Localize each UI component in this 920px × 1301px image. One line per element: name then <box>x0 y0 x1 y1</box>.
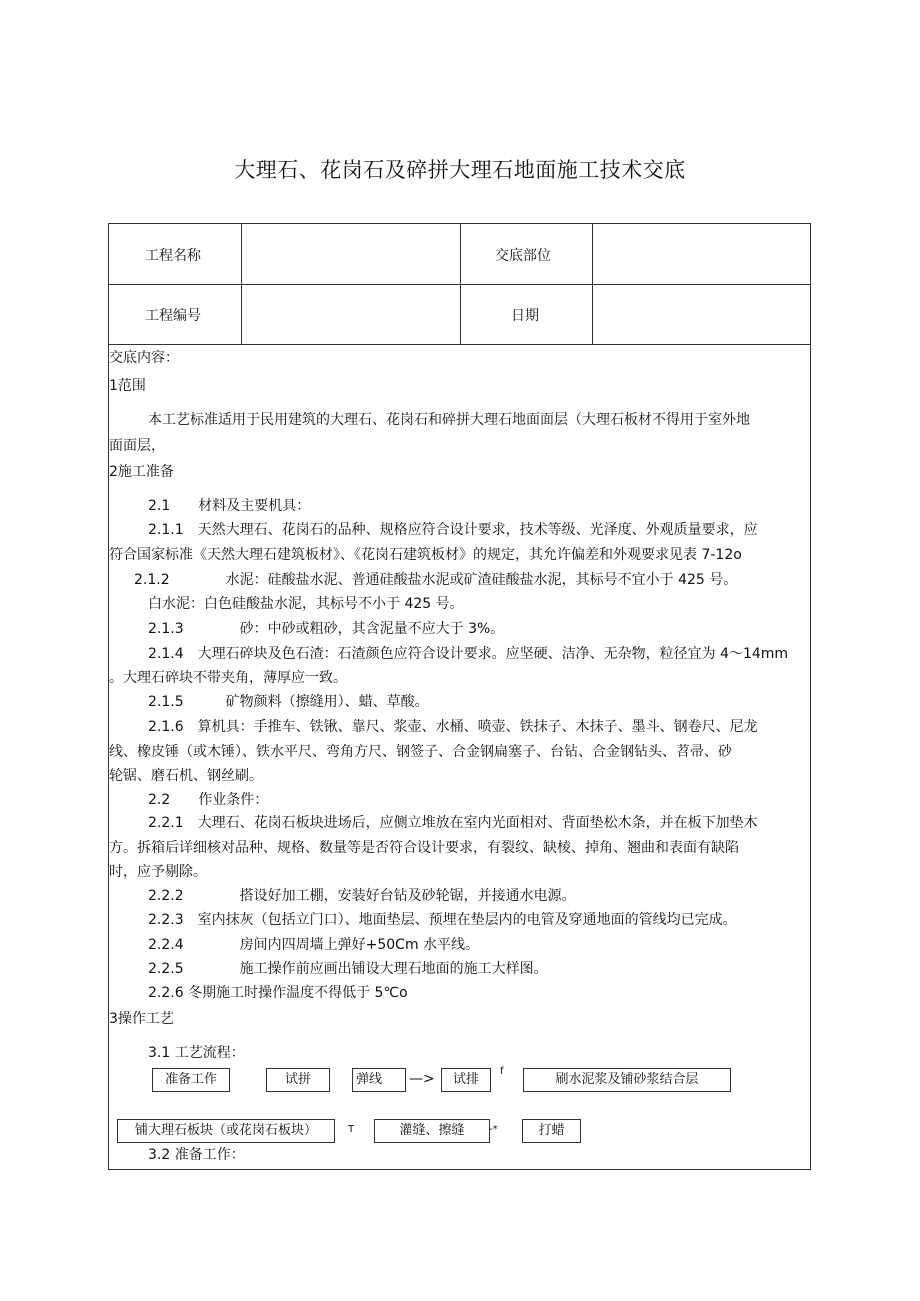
paragraph-line: 2.1.1 天然大理石、花岗石的品种、规格应符合设计要求，技术等级、光泽度、外观质量要求，应 <box>148 522 758 538</box>
paragraph-line: 2.1.4 大理石碎块及色石渣：石渣颜色应符合设计要求。应坚硬、洁净、无杂物，粒径宜为 4～14mm <box>148 646 789 662</box>
paragraph-line: 2.2.4 房间内四周墙上弹好+50Cm 水平线。 <box>148 937 480 953</box>
paragraph-line: 2.2.5 施工操作前应画出铺设大理石地面的施工大样图。 <box>148 961 548 977</box>
paragraph-line: 轮锯、磨石机、钢丝刷。 <box>109 768 263 784</box>
section-2-heading: 2施工准备 <box>109 464 174 480</box>
flow-arrow: —> <box>409 1071 435 1087</box>
flow-mark: f <box>500 1066 504 1077</box>
paragraph-line: 面面层， <box>109 438 165 454</box>
flow-mark: -* <box>489 1124 498 1135</box>
grid-line <box>109 344 810 345</box>
paragraph-line: 方。拆箱后详细核对品种、规格、数量等是否符合设计要求，有裂纹、缺棱、掉角、翘曲和表面有缺陷 <box>109 840 739 856</box>
paragraph-line: 3.1 工艺流程： <box>148 1045 245 1061</box>
paragraph-line: 2.1.5 矿物颜料（擦缝用）、蜡、草酸。 <box>148 694 429 710</box>
paragraph-line: 2.2.3 室内抹灰（包括立门口）、地面垫层、预埋在垫层内的电管及穿通地面的管线均已完成。 <box>148 912 737 928</box>
document-title: 大理石、花岗石及碎拼大理石地面施工技术交底 <box>234 158 686 182</box>
project-no-label: 工程编号 <box>145 308 201 324</box>
grid-line <box>241 224 242 344</box>
flow-step-lay-slabs: 铺大理石板块（或花岗石板块） <box>117 1119 335 1143</box>
section-3-heading: 3操作工艺 <box>109 1011 174 1027</box>
flow-step-grout-joints: 灌缝、擦缝 <box>374 1119 490 1143</box>
content-heading: 交底内容： <box>109 350 179 366</box>
paragraph-line: 白水泥：白色硅酸盐水泥，其标号不小于 425 号。 <box>148 596 464 612</box>
paragraph-line: 3.2 准备工作： <box>148 1147 245 1163</box>
grid-line <box>460 224 461 344</box>
paragraph-line: 2.1.3 砂：中砂或粗砂，其含泥量不应大于 3%。 <box>148 621 505 637</box>
flow-step-bonding-layer: 刷水泥浆及铺砂浆结合层 <box>523 1068 731 1092</box>
flow-step-prepare: 准备工作 <box>152 1068 230 1092</box>
section-1-heading: 1范围 <box>109 378 146 394</box>
flow-step-trial-fit: 试拼 <box>266 1068 330 1092</box>
paragraph-line: 。大理石碎块不带夹角，薄厚应一致。 <box>109 670 347 686</box>
project-name-label: 工程名称 <box>145 248 201 264</box>
paragraph-line: 2.2.2 搭设好加工棚，安装好台钻及砂轮锯，并接通水电源。 <box>148 888 576 904</box>
paragraph-line: 本工艺标准适用于民用建筑的大理石、花岗石和碎拼大理石地面面层（大理石板材不得用于室外地 <box>148 412 750 428</box>
paragraph-line: 2.1.2 水泥：硅酸盐水泥、普通硅酸盐水泥或矿渣硅酸盐水泥，其标号不宜小于 425 号。 <box>134 572 738 588</box>
paragraph-line: 2.1 材料及主要机具： <box>148 498 311 514</box>
flow-mark: T <box>348 1124 355 1135</box>
section-label: 交底部位 <box>495 248 551 264</box>
paragraph-line: 2.2 作业条件： <box>148 792 269 808</box>
date-label: 日期 <box>511 308 539 324</box>
paragraph-line: 2.2.1 大理石、花岗石板块进场后，应侧立堆放在室内光面相对、背面垫松木条，并在板下加垫木 <box>148 815 758 831</box>
paragraph-line: 时，应予剔除。 <box>109 864 207 880</box>
paragraph-line: 2.2.6 冬期施工时操作温度不得低于 5℃o <box>148 985 408 1001</box>
paragraph-line: 2.1.6 算机具：手推车、铁锹、靠尺、浆壶、水桶、喷壶、铁抹子、木抹子、墨斗、钢卷尺、尼龙 <box>148 719 758 735</box>
flow-step-trial-layout: 试排 <box>441 1068 491 1092</box>
grid-line <box>592 224 593 344</box>
flow-step-wax: 打蜡 <box>522 1119 581 1143</box>
paragraph-line: 线、橡皮锤（或木锤）、铁水平尺、弯角方尺、钢签子、合金钢扁塞子、台钻、合金钢钻头、苕帚、砂 <box>109 744 732 760</box>
paragraph-line: 符合国家标准《天然大理石建筑板材》、《花岗石建筑板材》的规定，其允许偏差和外观要求见表 7-12o <box>109 547 742 563</box>
flow-step-snap-line: 弹线 <box>352 1068 406 1092</box>
